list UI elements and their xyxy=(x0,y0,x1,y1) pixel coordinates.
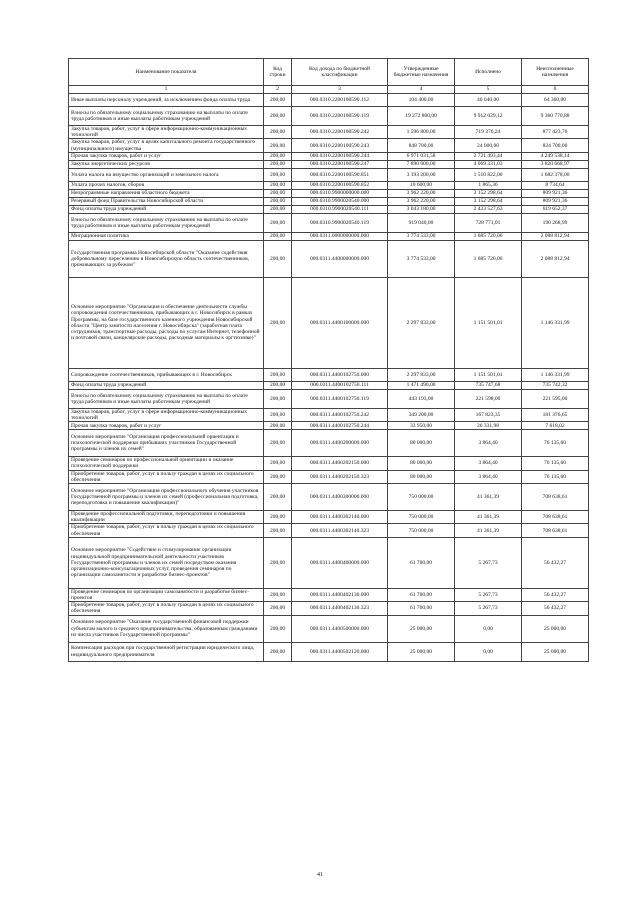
table-row xyxy=(69,524,589,537)
table-row xyxy=(69,168,589,181)
row-income-code: 000.0311.4400102750.242 xyxy=(292,408,388,421)
table-row xyxy=(69,602,589,615)
row-line-code: 200,00 xyxy=(264,94,292,107)
row-name: Основное мероприятие "Организация профессиональной ориентации и психологической поддержки прибывших участников Государственной программы и членов их семей" xyxy=(69,430,264,457)
row-line-code: 200,00 xyxy=(264,213,292,232)
row-approved: 104 400,00 xyxy=(388,94,455,107)
row-executed: 24 000,00 xyxy=(455,139,522,152)
row-remaining: 190 268,99 xyxy=(522,213,589,232)
row-executed: 1 151 501,01 xyxy=(455,277,522,368)
row-income-code: 000.0311.4400402130.000 xyxy=(292,588,388,601)
table-row xyxy=(69,94,589,107)
table-row xyxy=(69,588,589,601)
table-row xyxy=(69,189,589,197)
row-line-code: 200,00 xyxy=(264,160,292,168)
table-row xyxy=(69,126,589,139)
column-number: 4 xyxy=(388,86,455,94)
row-name: Основное мероприятие "Оказание государственной финансовой поддержки субъектам малого и среднего предпринимательства, образованным гражданами из числа участников Государственной программы" xyxy=(69,615,264,642)
row-income-code: 000.0311.0000000000.000 xyxy=(292,232,388,240)
table-header-row xyxy=(69,59,589,86)
row-executed: 4 069 331,03 xyxy=(455,160,522,168)
row-remaining: 1 682 378,00 xyxy=(522,168,589,181)
row-line-code: 200,00 xyxy=(264,430,292,457)
row-name: Непрограммные направления областного бюджета xyxy=(69,189,264,197)
row-line-code: 200,00 xyxy=(264,457,292,470)
row-executed: 0,00 xyxy=(455,615,522,642)
column-number: 3 xyxy=(292,86,388,94)
row-income-code: 000.0310.2200100590.247 xyxy=(292,160,388,168)
row-name: Основное мероприятие "Организация профессионального обучения участников Государственной программы и членов их семей (профессиональная подготовка, переподготовка и повышение квалификации)" xyxy=(69,484,264,511)
row-line-code: 200,00 xyxy=(264,537,292,588)
row-executed: 735 747,68 xyxy=(455,381,522,389)
row-approved: 848 700,00 xyxy=(388,139,455,152)
header-line-code: Код строки xyxy=(264,59,292,86)
row-executed: 1 685 720,06 xyxy=(455,232,522,240)
row-remaining: 221 595,00 xyxy=(522,389,589,408)
row-income-code: 000.0311.4400302140.323 xyxy=(292,524,388,537)
row-name: Проведение семинаров по профессиональной ориентации и оказание психологической поддержки xyxy=(69,457,264,470)
row-approved: 443 193,00 xyxy=(388,389,455,408)
row-executed: 1 510 822,00 xyxy=(455,168,522,181)
row-line-code: 200,00 xyxy=(264,511,292,524)
row-income-code: 000.0310.9900020540.111 xyxy=(292,205,388,213)
row-executed: 2 423 527,63 xyxy=(455,205,522,213)
page-number: 41 xyxy=(317,872,323,878)
row-name: Проведение профессиональной подготовки, переподготовки и повышения квалификации xyxy=(69,511,264,524)
table-row xyxy=(69,422,589,430)
row-line-code: 200,00 xyxy=(264,152,292,160)
table-row xyxy=(69,470,589,483)
row-name: Закупка товаров, работ, услуг в сфере информационно-коммуникационных технологий xyxy=(69,408,264,421)
row-income-code: 000.0310.2200100590.112 xyxy=(292,94,388,107)
table-row xyxy=(69,205,589,213)
row-name: Резервный фонд Правительства Новосибирской области xyxy=(69,197,264,205)
row-remaining: 76 135,60 xyxy=(522,470,589,483)
row-executed: 40 040,00 xyxy=(455,94,522,107)
row-executed: 41 361,39 xyxy=(455,524,522,537)
row-name: Взносы по обязательному социальному страхованию на выплаты по оплате труда работников и иные выплаты работникам учреждений xyxy=(69,389,264,408)
row-approved: 919 040,00 xyxy=(388,213,455,232)
row-name: Основное мероприятие "Содействие и стимулирование организации индивидуальной предпринимательской деятельности участников Государственной программы и членов их семей посредством оказания организационно-консультационных услуг, проведения семинаров по организации самозанятости и разработке бизнес-проектов" xyxy=(69,537,264,588)
row-approved: 3 962 220,00 xyxy=(388,189,455,197)
row-name: Закупка товаров, работ, услуг в целях капитального ремонта государственного (муниципального) имущества xyxy=(69,139,264,152)
table-row xyxy=(69,511,589,524)
row-approved: 80 000,00 xyxy=(388,470,455,483)
row-remaining: 4 249 538,14 xyxy=(522,152,589,160)
column-number: 5 xyxy=(455,86,522,94)
row-line-code: 200,00 xyxy=(264,368,292,381)
row-line-code: 200,00 xyxy=(264,484,292,511)
row-executed: 5 267,73 xyxy=(455,588,522,601)
row-executed: 3 152 298,64 xyxy=(455,197,522,205)
header-approved: Утвержденные бюджетные назначения xyxy=(388,59,455,86)
row-approved: 3 043 180,00 xyxy=(388,205,455,213)
row-approved: 3 774 533,00 xyxy=(388,232,455,240)
row-remaining: 824 700,00 xyxy=(522,139,589,152)
table-row xyxy=(69,277,589,368)
row-line-code: 200,00 xyxy=(264,205,292,213)
row-income-code: 000.0310.2200100590.852 xyxy=(292,181,388,189)
row-line-code: 200,00 xyxy=(264,232,292,240)
row-approved: 3 774 533,00 xyxy=(388,240,455,277)
row-name: Сопровождение соотечественников, прибывающих в г. Новосибирск xyxy=(69,368,264,381)
table-row xyxy=(69,484,589,511)
table-row xyxy=(69,430,589,457)
table-body xyxy=(69,94,589,662)
row-approved: 2 297 833,00 xyxy=(388,368,455,381)
row-executed: 0,00 xyxy=(455,642,522,661)
row-approved: 3 962 220,00 xyxy=(388,197,455,205)
row-name: Прочая закупка товаров, работ и услуг xyxy=(69,152,264,160)
row-income-code: 000.0311.4400500000.000 xyxy=(292,615,388,642)
column-number-row xyxy=(69,86,589,94)
row-name: Закупка энергетических ресурсов xyxy=(69,160,264,168)
row-income-code: 000.0310.2200100590.851 xyxy=(292,168,388,181)
budget-report-sheet xyxy=(68,58,588,662)
table-row xyxy=(69,537,589,588)
row-approved: 7 890 000,00 xyxy=(388,160,455,168)
row-line-code: 200,00 xyxy=(264,168,292,181)
table-row xyxy=(69,389,589,408)
row-name: Проведение семинаров по организации самозанятости и разработке бизнес-проектов xyxy=(69,588,264,601)
row-remaining: 809 921,36 xyxy=(522,197,589,205)
row-income-code: 000.0311.4400402130.323 xyxy=(292,602,388,615)
row-approved: 80 000,00 xyxy=(388,430,455,457)
row-executed: 1 685 720,06 xyxy=(455,240,522,277)
row-line-code: 200,00 xyxy=(264,389,292,408)
row-income-code: 000.0310.2200100590.243 xyxy=(292,139,388,152)
row-approved: 349 200,00 xyxy=(388,408,455,421)
row-remaining: 877 423,76 xyxy=(522,126,589,139)
row-remaining: 3 820 668,97 xyxy=(522,160,589,168)
row-approved: 25 000,00 xyxy=(388,642,455,661)
row-name: Уплата прочих налогов, сборов xyxy=(69,181,264,189)
row-approved: 750 000,00 xyxy=(388,511,455,524)
table-row xyxy=(69,642,589,661)
row-approved: 750 000,00 xyxy=(388,524,455,537)
row-income-code: 000.0311.4400100000.000 xyxy=(292,277,388,368)
row-executed: 9 912 029,12 xyxy=(455,107,522,126)
row-remaining: 2 088 812,94 xyxy=(522,240,589,277)
row-line-code: 200,00 xyxy=(264,181,292,189)
row-approved: 80 000,00 xyxy=(388,457,455,470)
row-executed: 41 361,39 xyxy=(455,511,522,524)
row-income-code: 000.0310.9900000000.000 xyxy=(292,189,388,197)
row-income-code: 000.0311.4400000000.000 xyxy=(292,240,388,277)
row-income-code: 000.0311.4400502120.000 xyxy=(292,642,388,661)
row-executed: 167 823,35 xyxy=(455,408,522,421)
row-line-code: 200,00 xyxy=(264,126,292,139)
row-line-code: 200,00 xyxy=(264,524,292,537)
row-approved: 25 000,00 xyxy=(388,615,455,642)
row-line-code: 200,00 xyxy=(264,642,292,661)
row-remaining: 76 135,60 xyxy=(522,430,589,457)
table-row xyxy=(69,457,589,470)
row-name: Основное мероприятие "Организация и обеспечение деятельности службы сопровождения соотечественников, прибывающих в г. Новосибирск в рамках Программы, на базе государственного казенного учреждения Новосибирской области "Центр занятости населения г. Новосибирска" (заработная плата сотрудников, транспортные расходы, расходы по услугам Интернет, телефонной и почтовой связи, канцелярские расходы, расходные материалы к оргтехнике)" xyxy=(69,277,264,368)
row-line-code: 200,00 xyxy=(264,408,292,421)
row-executed: 3 864,40 xyxy=(455,470,522,483)
row-name: Фонд оплаты труда учреждений xyxy=(69,381,264,389)
row-approved: 61 700,00 xyxy=(388,588,455,601)
row-remaining: 1 146 331,99 xyxy=(522,277,589,368)
row-executed: 3 864,40 xyxy=(455,430,522,457)
row-approved: 33 950,00 xyxy=(388,422,455,430)
row-name: Иные выплаты персоналу учреждений, за исключением фонда оплаты труда xyxy=(69,94,264,107)
row-executed: 3 864,40 xyxy=(455,457,522,470)
column-number: 2 xyxy=(264,86,292,94)
row-income-code: 000.0311.4400102750.244 xyxy=(292,422,388,430)
row-line-code: 200,00 xyxy=(264,189,292,197)
row-remaining: 56 432,27 xyxy=(522,602,589,615)
row-income-code: 000.0311.4400400000.000 xyxy=(292,537,388,588)
row-income-code: 000.0310.2200100590.244 xyxy=(292,152,388,160)
row-executed: 26 331,98 xyxy=(455,422,522,430)
row-income-code: 000.0311.4400300000.000 xyxy=(292,484,388,511)
row-name: Уплата налога на имущество организаций и земельного налога xyxy=(69,168,264,181)
header-remaining: Неисполненные назначения xyxy=(522,59,589,86)
row-name: Государственная программа Новосибирской области "Оказание содействия добровольному переселению в Новосибирскую область соотечественников, проживающих за рубежом" xyxy=(69,240,264,277)
row-remaining: 181 376,65 xyxy=(522,408,589,421)
row-name: Прочая закупка товаров, работ и услуг xyxy=(69,422,264,430)
row-executed: 1 865,36 xyxy=(455,181,522,189)
row-line-code: 200,00 xyxy=(264,588,292,601)
row-income-code: 000.0311.4400102750.119 xyxy=(292,389,388,408)
row-name: Приобретение товаров, работ, услуг в пользу граждан в целях их социального обеспечения xyxy=(69,470,264,483)
table-row xyxy=(69,368,589,381)
row-name: Приобретение товаров, работ, услуг в пользу граждан в целях их социального обеспечения xyxy=(69,602,264,615)
row-income-code: 000.0311.4400302140.000 xyxy=(292,511,388,524)
row-line-code: 200,00 xyxy=(264,422,292,430)
table-row xyxy=(69,107,589,126)
table-row xyxy=(69,240,589,277)
row-line-code: 200,00 xyxy=(264,107,292,126)
header-income-code: Код дохода по бюджетной классификации xyxy=(292,59,388,86)
row-remaining: 1 146 331,99 xyxy=(522,368,589,381)
row-remaining: 708 638,61 xyxy=(522,524,589,537)
table-row xyxy=(69,181,589,189)
row-remaining: 708 638,61 xyxy=(522,511,589,524)
row-remaining: 7 618,02 xyxy=(522,422,589,430)
row-income-code: 000.0311.4400200000.000 xyxy=(292,430,388,457)
row-name: Взносы по обязательному социальному страхованию на выплаты по оплате труда работников и иные выплаты работникам учреждений xyxy=(69,213,264,232)
row-executed: 41 361,39 xyxy=(455,484,522,511)
row-remaining: 9 360 770,88 xyxy=(522,107,589,126)
row-name: Приобретение товаров, работ, услуг в пользу граждан в целях их социального обеспечения xyxy=(69,524,264,537)
row-approved: 2 297 833,00 xyxy=(388,277,455,368)
row-name: Закупка товаров, работ, услуг в сфере информационно-коммуникационных технологий xyxy=(69,126,264,139)
row-income-code: 000.0310.2200100590.119 xyxy=(292,107,388,126)
table-row xyxy=(69,197,589,205)
row-remaining: 809 921,36 xyxy=(522,189,589,197)
row-remaining: 56 432,27 xyxy=(522,588,589,601)
row-executed: 2 721 493,44 xyxy=(455,152,522,160)
row-name: Взносы по обязательному социальному страхованию на выплаты по оплате труда работников и иные выплаты работникам учреждений xyxy=(69,107,264,126)
row-line-code: 200,00 xyxy=(264,381,292,389)
row-line-code: 200,00 xyxy=(264,615,292,642)
table-row xyxy=(69,152,589,160)
row-remaining: 2 088 812,94 xyxy=(522,232,589,240)
row-approved: 19 272 800,00 xyxy=(388,107,455,126)
row-income-code: 000.0311.4400202150.323 xyxy=(292,470,388,483)
row-approved: 1 596 800,00 xyxy=(388,126,455,139)
header-indicator-name: Наименование показателя xyxy=(69,59,264,86)
row-income-code: 000.0311.4400102750.000 xyxy=(292,368,388,381)
row-remaining: 25 000,00 xyxy=(522,615,589,642)
row-remaining: 76 135,60 xyxy=(522,457,589,470)
row-name: Фонд оплаты труда учреждений xyxy=(69,205,264,213)
table-row xyxy=(69,160,589,168)
row-approved: 6 971 031,58 xyxy=(388,152,455,160)
row-line-code: 200,00 xyxy=(264,240,292,277)
row-remaining: 735 742,32 xyxy=(522,381,589,389)
table-row xyxy=(69,615,589,642)
row-line-code: 200,00 xyxy=(264,602,292,615)
row-remaining: 56 432,27 xyxy=(522,537,589,588)
row-approved: 750 000,00 xyxy=(388,484,455,511)
row-executed: 221 598,00 xyxy=(455,389,522,408)
column-number: 1 xyxy=(69,86,264,94)
row-approved: 3 193 200,00 xyxy=(388,168,455,181)
row-remaining: 25 000,00 xyxy=(522,642,589,661)
row-executed: 3 152 298,64 xyxy=(455,189,522,197)
table-row xyxy=(69,381,589,389)
table-row xyxy=(69,408,589,421)
row-income-code: 000.0310.9900020540.119 xyxy=(292,213,388,232)
table-row xyxy=(69,139,589,152)
row-remaining: 8 734,64 xyxy=(522,181,589,189)
row-executed: 719 376,24 xyxy=(455,126,522,139)
row-income-code: 000.0311.4400202150.000 xyxy=(292,457,388,470)
table-row xyxy=(69,213,589,232)
column-number: 6 xyxy=(522,86,589,94)
row-executed: 5 267,73 xyxy=(455,602,522,615)
row-approved: 61 700,00 xyxy=(388,537,455,588)
row-line-code: 200,00 xyxy=(264,197,292,205)
row-line-code: 200,00 xyxy=(264,277,292,368)
row-name: Компенсация расходов при государственной регистрации юридического лица, индивидуального предпринимателя xyxy=(69,642,264,661)
row-remaining: 619 652,37 xyxy=(522,205,589,213)
row-approved: 61 700,00 xyxy=(388,602,455,615)
row-approved: 10 600,00 xyxy=(388,181,455,189)
row-approved: 1 471 490,00 xyxy=(388,381,455,389)
row-line-code: 200,00 xyxy=(264,470,292,483)
row-executed: 5 267,73 xyxy=(455,537,522,588)
row-name: Миграционная политика xyxy=(69,232,264,240)
row-executed: 1 151 501,01 xyxy=(455,368,522,381)
row-income-code: 000.0310.9900020540.000 xyxy=(292,197,388,205)
row-executed: 728 771,01 xyxy=(455,213,522,232)
row-remaining: 64 360,00 xyxy=(522,94,589,107)
table-row xyxy=(69,232,589,240)
budget-execution-table xyxy=(68,58,589,662)
header-executed: Исполнено xyxy=(455,59,522,86)
row-line-code: 200,00 xyxy=(264,139,292,152)
row-income-code: 000.0310.2200100590.242 xyxy=(292,126,388,139)
row-remaining: 708 638,61 xyxy=(522,484,589,511)
row-income-code: 000.0311.4400102750.111 xyxy=(292,381,388,389)
